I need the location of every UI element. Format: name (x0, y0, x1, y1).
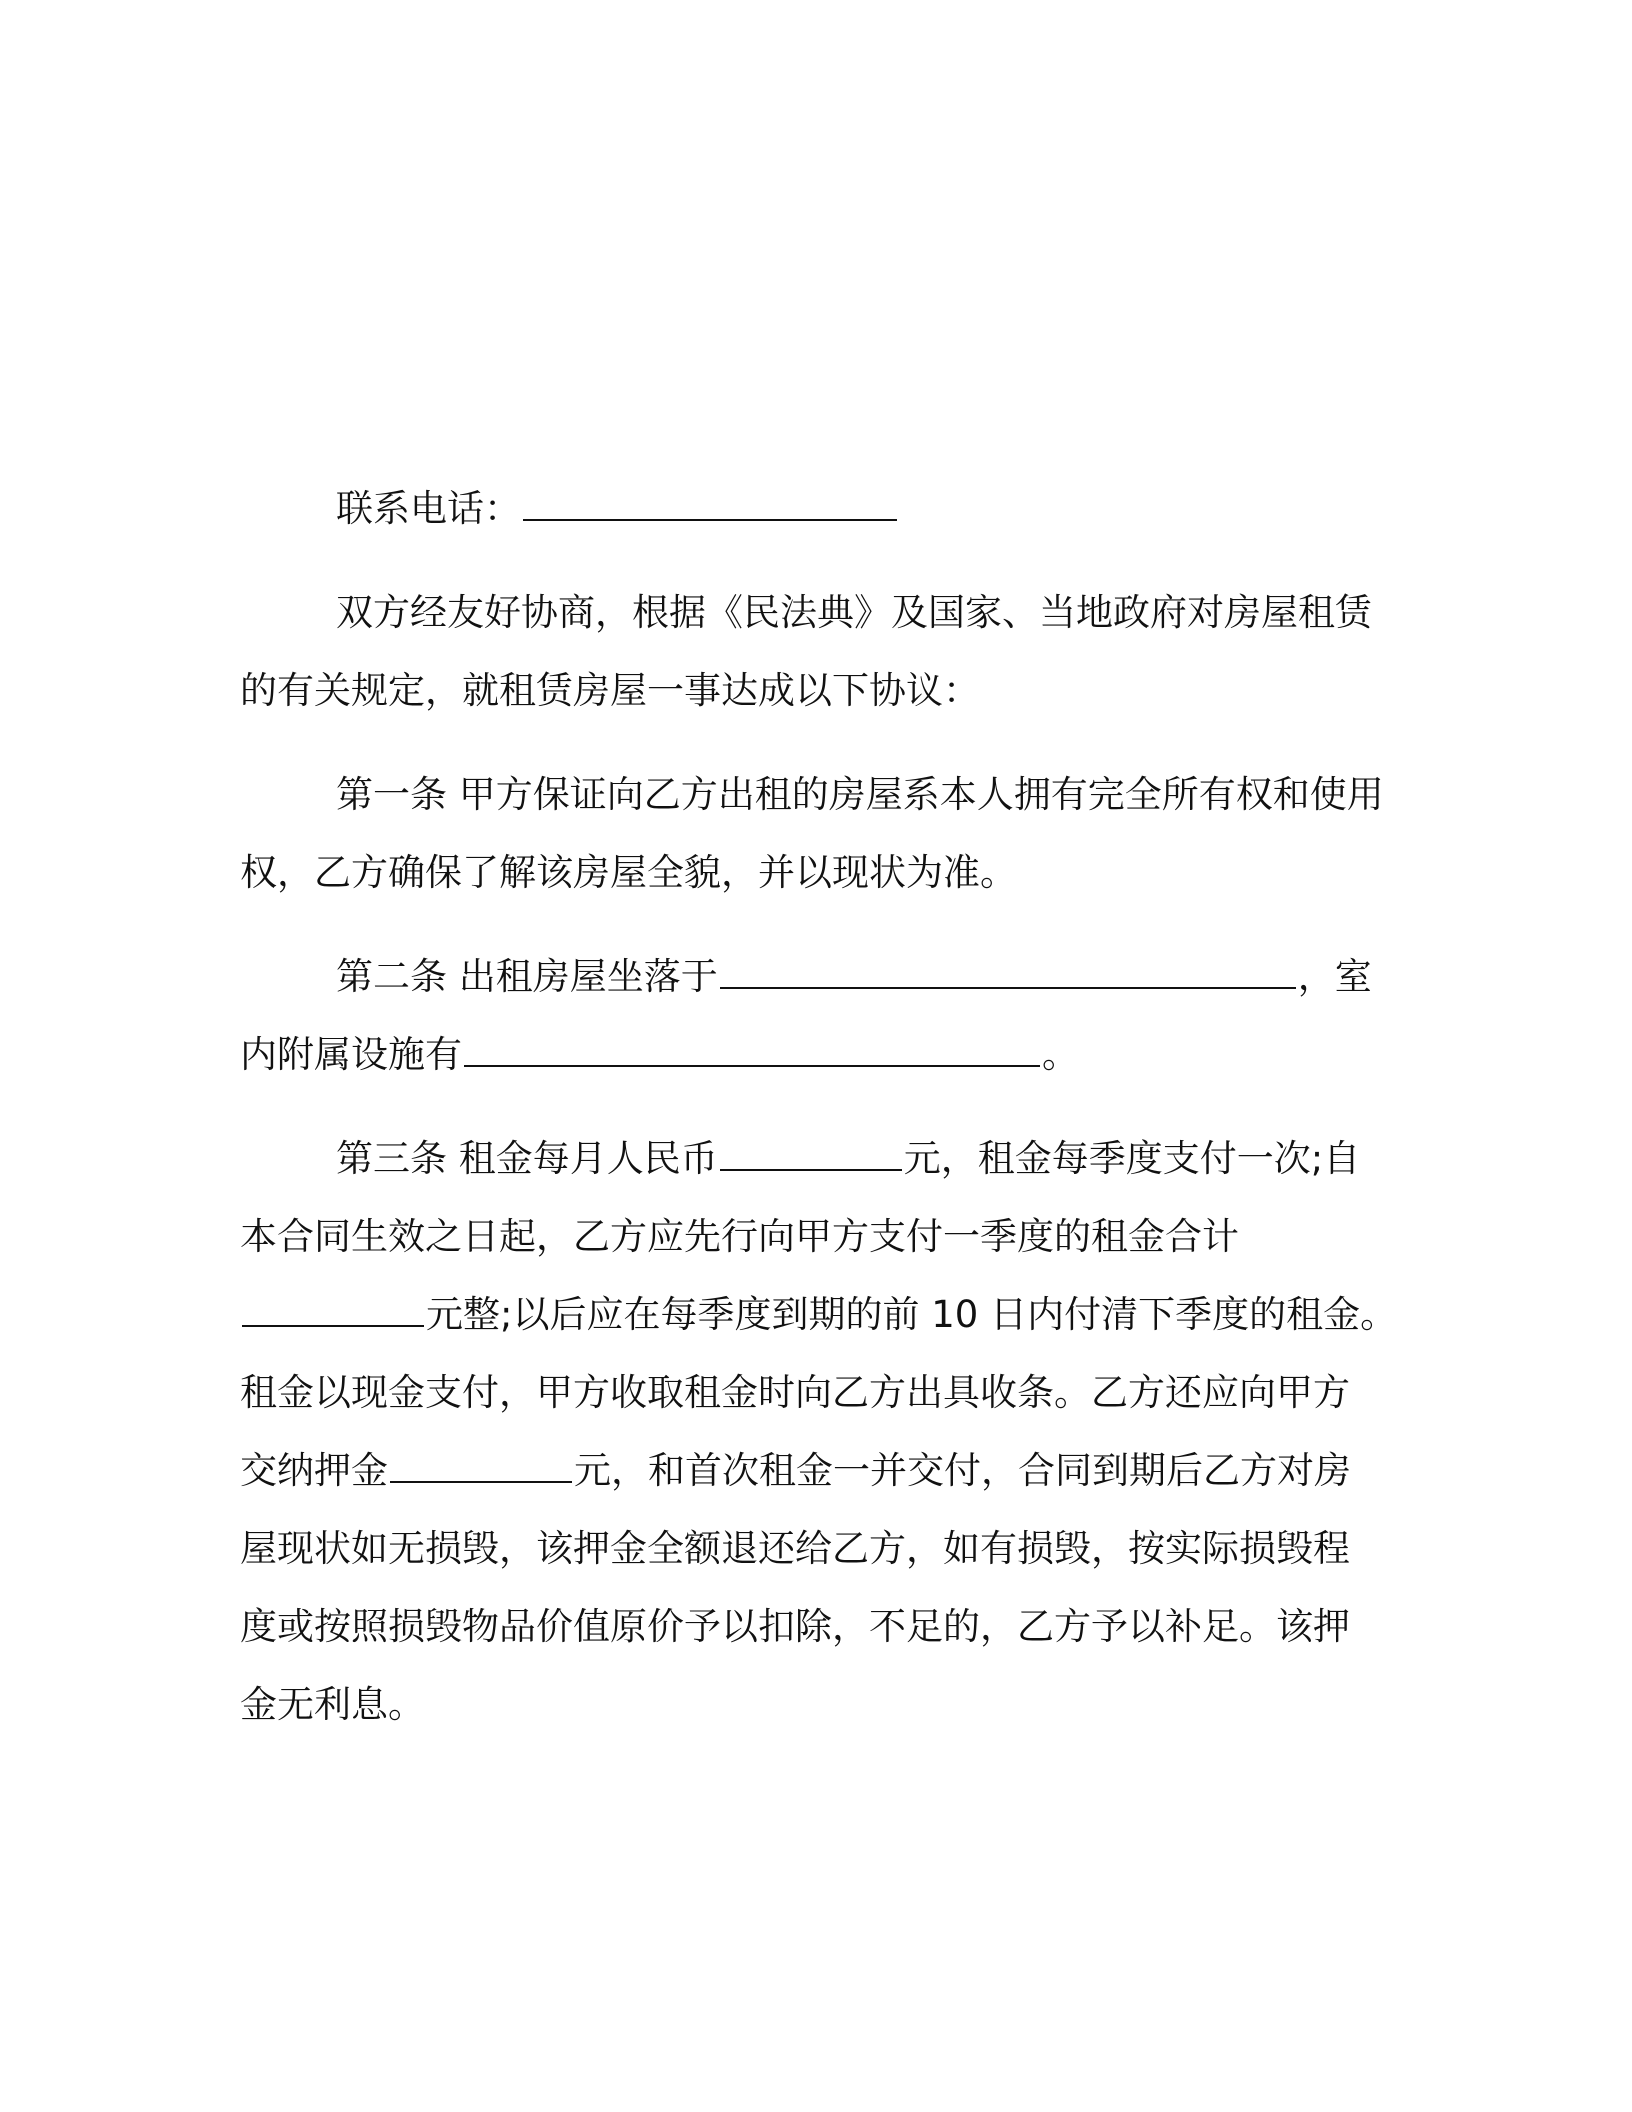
contract-body (240, 470, 1398, 1744)
article3-line-6: 屋现状如无损毁，该押金全额退还给乙方，如有损毁，按实际损毁程 (240, 1527, 1350, 1570)
article3-line3-suffix: 元整;以后应在每季度到期的前 10 日内付清下季度的租金。 (426, 1293, 1398, 1336)
quarterly-total-blank (242, 1297, 424, 1327)
intro-line-2: 的有关规定，就租赁房屋一事达成以下协议： (240, 669, 980, 712)
article2-line-1 (240, 938, 1380, 1016)
article3-line-3 (240, 1276, 1398, 1354)
contact-phone-line (240, 470, 1380, 548)
contact-phone-label: 联系电话： (336, 487, 521, 530)
article2-facility-label: 内附属设施有 (240, 1033, 462, 1076)
article3-line-4: 租金以现金支付，甲方收取租金时向乙方出具收条。乙方还应向甲方 (240, 1371, 1350, 1414)
article2-line2-suffix: 。 (1042, 1033, 1079, 1076)
facility-blank (464, 1037, 1040, 1067)
article2-location-label: 第二条 出租房屋坐落于 (336, 955, 718, 998)
article3-line1-suffix: 元，租金每季度支付一次;自 (903, 1137, 1361, 1180)
article3-line-7: 度或按照损毁物品价值原价予以扣除，不足的，乙方予以补足。该押 (240, 1605, 1350, 1648)
deposit-blank (390, 1453, 572, 1483)
intro-line-1: 双方经友好协商，根据《民法典》及国家、当地政府对房屋租赁 (336, 591, 1372, 634)
article3-deposit-label: 交纳押金 (240, 1449, 388, 1492)
article1-line-2: 权，乙方确保了解该房屋全貌，并以现状为准。 (240, 851, 1017, 894)
monthly-rent-blank (720, 1141, 902, 1171)
article2-line1-suffix: ，室 (1297, 955, 1372, 998)
article3-line-5 (240, 1432, 1380, 1510)
article2-line-2 (240, 1016, 1380, 1094)
article3-rent-label: 第三条 租金每月人民币 (336, 1137, 718, 1180)
contact-phone-blank (523, 491, 897, 521)
article3-line5-suffix: 元，和首次租金一并交付，合同到期后乙方对房 (574, 1449, 1351, 1492)
location-blank (720, 959, 1296, 989)
article3-line-8: 金无利息。 (240, 1683, 425, 1726)
article1-line-1: 第一条 甲方保证向乙方出租的房屋系本人拥有完全所有权和使用 (336, 773, 1384, 816)
article3-line-2: 本合同生效之日起，乙方应先行向甲方支付一季度的租金合计 (240, 1215, 1239, 1258)
article3-line-1 (240, 1120, 1380, 1198)
